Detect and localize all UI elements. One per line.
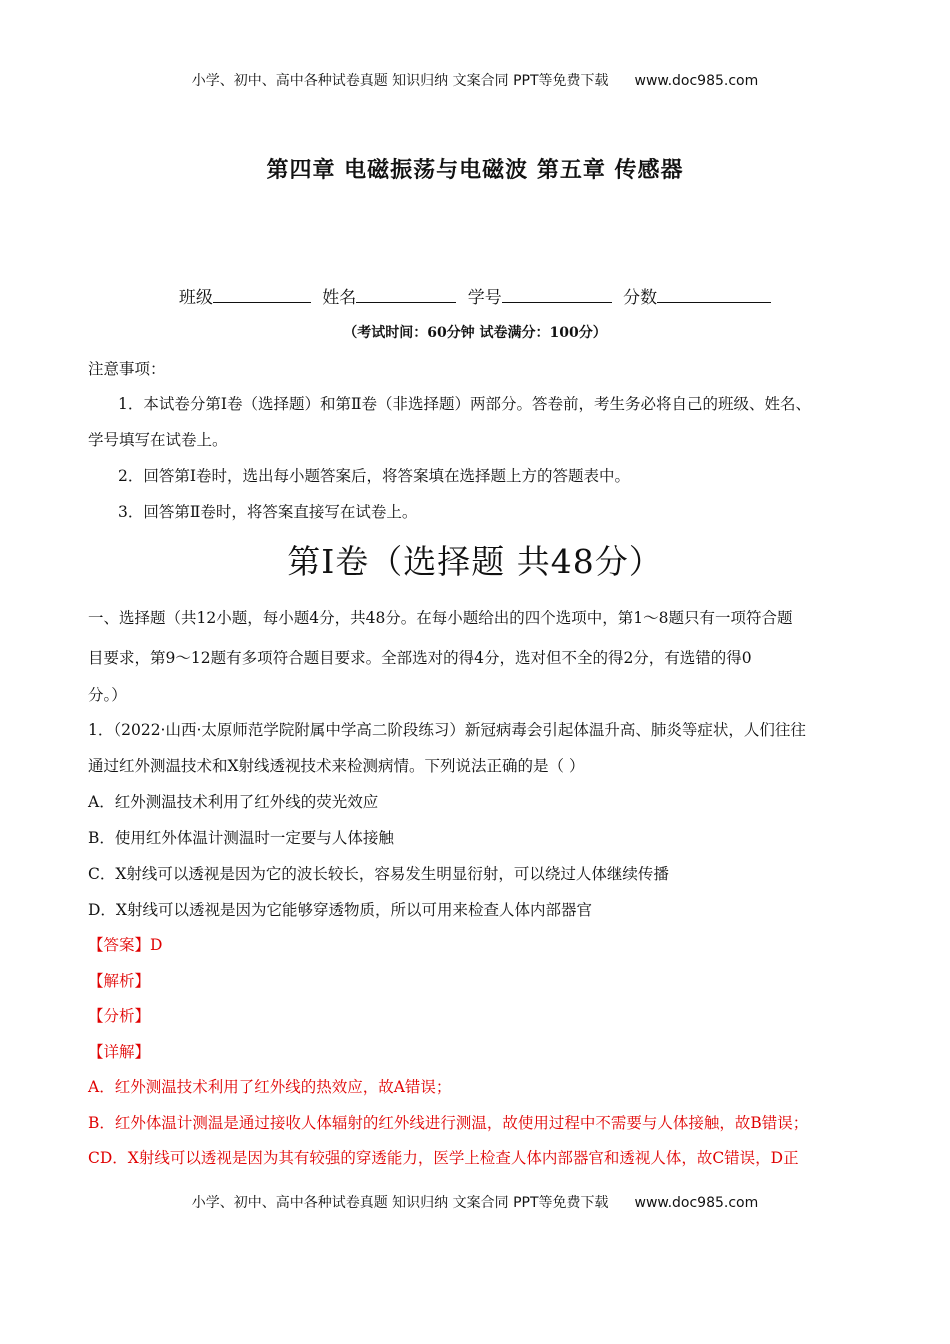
class-label: 班级 xyxy=(178,288,213,308)
explain-a: A．红外测温技术利用了红外线的热效应，故A错误； xyxy=(88,1078,452,1096)
explain-cd: CD．X射线可以透视是因为其有较强的穿透能力，医学上检查人体内部器官和透视人体，故C错误，D正 xyxy=(88,1149,799,1167)
fenxi-label: 【分析】 xyxy=(88,1007,151,1025)
header-text: 小学、初中、高中各种试卷真题 知识归纳 文案合同 PPT等免费下载 xyxy=(191,73,609,89)
explain-b: B．红外体温计测温是通过接收人体辐射的红外线进行测温，故使用过程中不需要与人体接触，故B错误； xyxy=(88,1114,809,1132)
notice-item-3: 3．回答第Ⅱ卷时，将答案直接写在试卷上。 xyxy=(118,503,418,521)
question-1-option-c: C．X射线可以透视是因为它的波长较长，容易发生明显衍射，可以绕过人体继续传播 xyxy=(88,865,669,883)
notice-item-1-cont: 学号填写在试卷上。 xyxy=(88,431,228,449)
id-blank xyxy=(502,286,612,303)
footer-site-link[interactable]: www.doc985.com xyxy=(634,1195,759,1211)
footer-text: 小学、初中、高中各种试卷真题 知识归纳 文案合同 PPT等免费下载 xyxy=(191,1195,609,1211)
instructions-line-2: 目要求，第9～12题有多项符合题目要求。全部选对的得4分，选对但不全的得2分，有选错的得0 xyxy=(88,649,752,667)
name-blank xyxy=(356,286,456,303)
question-1-option-a: A．红外测温技术利用了红外线的荧光效应 xyxy=(88,793,379,811)
instructions-line-1: 一、选择题（共12小题，每小题4分，共48分。在每小题给出的四个选项中，第1～8题只有一项符合题 xyxy=(88,609,793,627)
score-blank xyxy=(657,286,771,303)
page-header xyxy=(0,70,950,90)
page-footer xyxy=(0,1192,950,1212)
class-blank xyxy=(213,286,311,303)
exam-time: （考试时间：60分钟 试卷满分：100分） xyxy=(343,325,607,341)
section-title: 第Ⅰ卷（选择题 共48分） xyxy=(287,542,663,581)
analysis-label: 【解析】 xyxy=(88,972,151,990)
header-site-link[interactable]: www.doc985.com xyxy=(634,73,759,89)
notice-heading: 注意事项： xyxy=(88,360,166,378)
question-1-option-d: D．X射线可以透视是因为它能够穿透物质，所以可用来检查人体内部器官 xyxy=(88,901,592,919)
notice-item-2: 2．回答第Ⅰ卷时，选出每小题答案后，将答案填在选择题上方的答题表中。 xyxy=(118,467,630,485)
question-1-line-2: 通过红外测温技术和X射线透视技术来检测病情。下列说法正确的是（ ） xyxy=(88,757,585,775)
detail-label: 【详解】 xyxy=(88,1043,151,1061)
answer-label: 【答案】D xyxy=(88,936,163,954)
id-label: 学号 xyxy=(467,288,502,308)
question-1-line-1: 1．（2022·山西·太原师范学院附属中学高二阶段练习）新冠病毒会引起体温升高、肺炎等症状，人们往往 xyxy=(88,721,806,739)
score-label: 分数 xyxy=(623,288,658,308)
question-1-option-b: B．使用红外体温计测温时一定要与人体接触 xyxy=(88,829,394,847)
student-info-line xyxy=(0,283,950,308)
notice-item-1: 1．本试卷分第Ⅰ卷（选择题）和第Ⅱ卷（非选择题）两部分。答卷前，考生务必将自己的班级、姓名、 xyxy=(118,395,812,413)
name-label: 姓名 xyxy=(322,288,357,308)
instructions-line-3: 分。） xyxy=(88,686,127,704)
page-title: 第四章 电磁振荡与电磁波 第五章 传感器 xyxy=(266,158,684,183)
